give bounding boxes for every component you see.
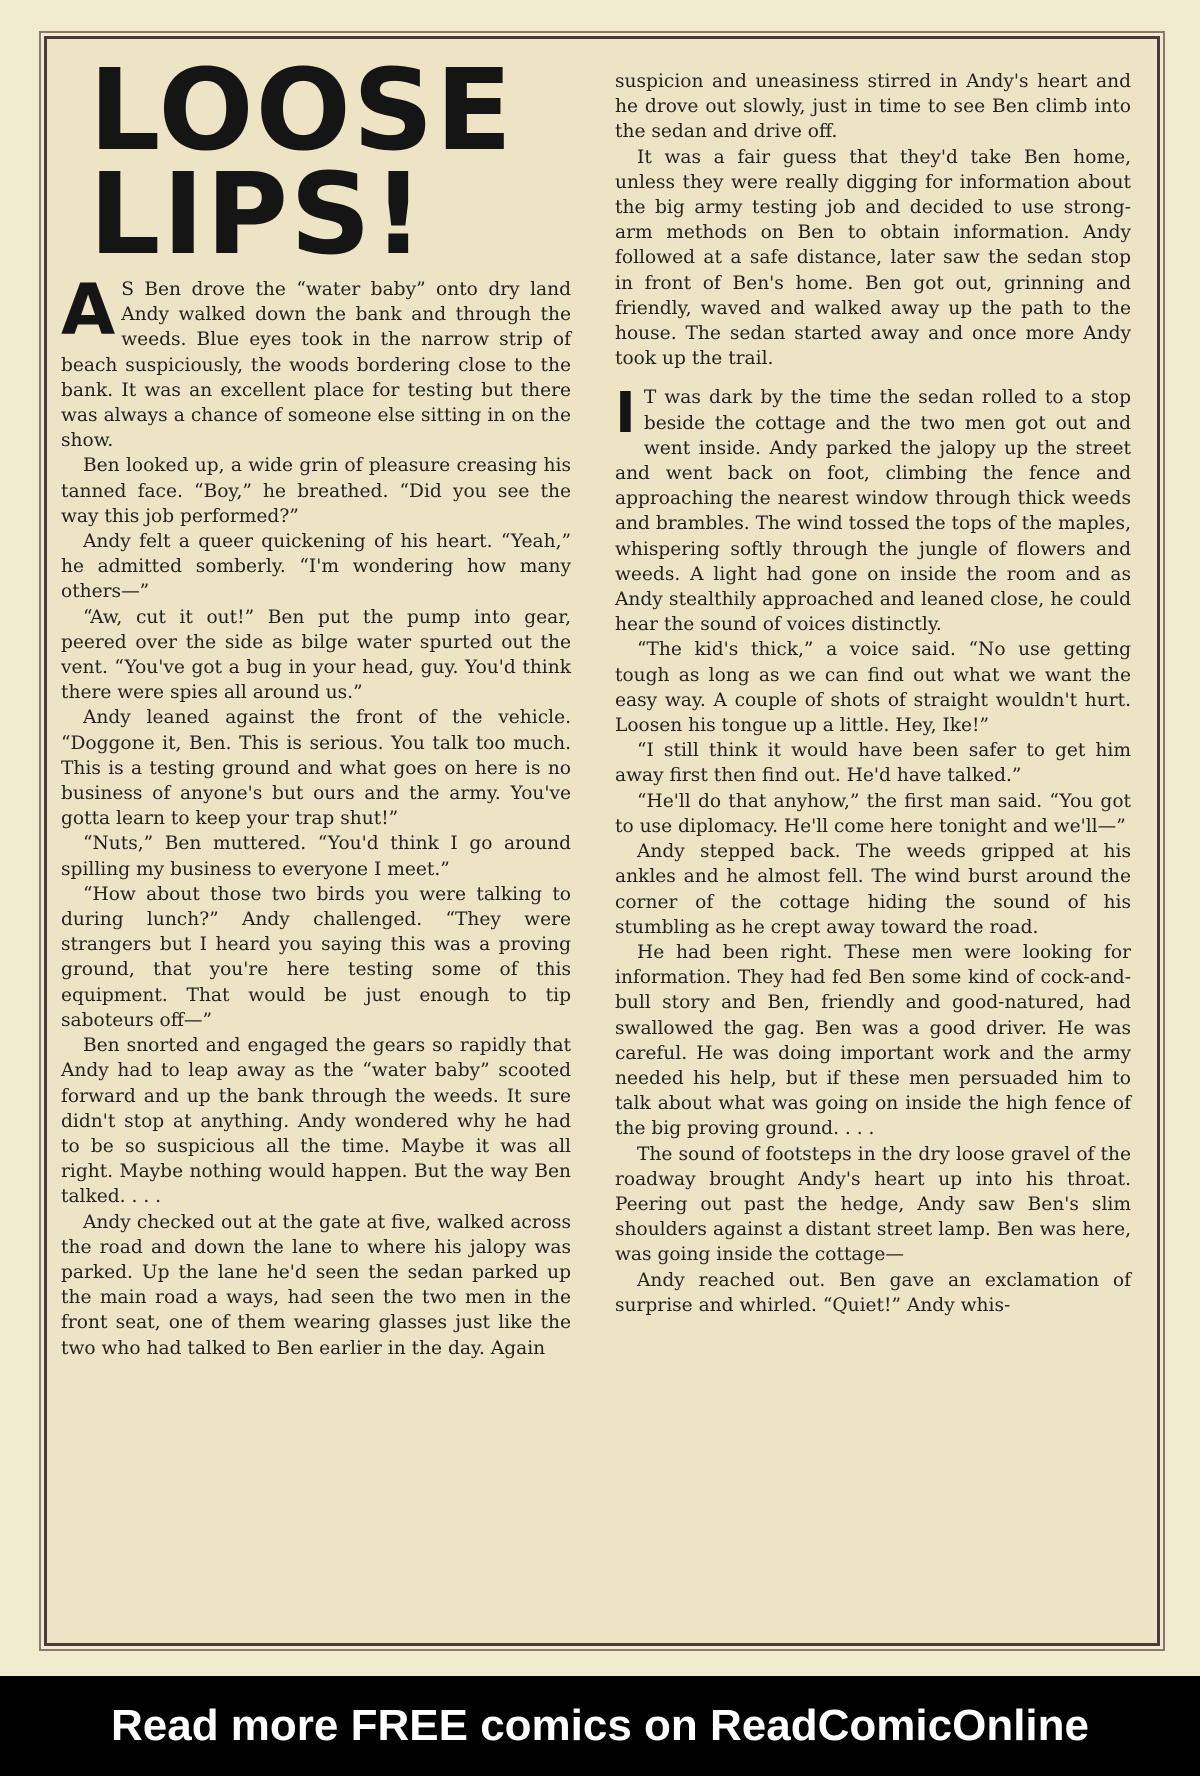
paragraph: It was a fair guess that they'd take Ben home, unless they were really digging for information about the big army testing job and decided to use strong-arm methods on Ben to obtain information. Andy followed at a safe distance, later saw the sedan stop in front of Ben's home. Ben got out, grinning and friendly, waved and walked away up the path to the house. The sedan started away and once more Andy took up the trail. xyxy=(615,146,1131,370)
paragraph: “The kid's thick,” a voice said. “No use getting tough as long as we can find out what we want the easy way. A couple of shots of straight wouldn't hurt. Loosen his tongue up a little. Hey, Ike!” xyxy=(615,639,1131,737)
drop-cap: A xyxy=(61,269,116,351)
paragraph: suspicion and uneasiness stirred in Andy's heart and he drove out slowly, just in time to see Ben climb into the sedan and drive off. xyxy=(615,71,1131,143)
title-line-2: LIPS! xyxy=(89,150,426,280)
paragraph: Andy reached out. Ben gave an exclamation of surprise and whirled. “Quiet!” Andy whis- xyxy=(615,1269,1131,1316)
paragraph: Andy felt a queer quickening of his heart. “Yeah,” he admitted somberly. “I'm wondering how many others—” xyxy=(61,531,571,603)
paragraph: “How about those two birds you were talking to during lunch?” Andy challenged. “They were strangers but I heard you saying this was a proving ground, that you're here testing some of this equipment. That would be just enough to tip saboteurs off—” xyxy=(61,883,571,1031)
paragraph: Andy stepped back. The weeds gripped at his ankles and he almost fell. The wind burst around the corner of the cottage hiding the sound of his stumbling as he crept away toward the road. xyxy=(615,841,1131,938)
left-column xyxy=(61,39,571,1361)
paragraph: The sound of footsteps in the dry loose gravel of the roadway brought Andy's heart up into his throat. Peering out past the hedge, Andy saw Ben's slim shoulders against a distant street lamp. Ben was here, was going inside the cottage— xyxy=(615,1143,1131,1266)
paragraph: Ben snorted and engaged the gears so rapidly that Andy had to leap away as the “water baby” scooted forward and up the bank through the weeds. It sure didn't stop at anything. Andy wondered why he had to be so suspicious all the time. Maybe it was all right. Maybe nothing would happen. But the way Ben talked. . . . xyxy=(61,1035,571,1208)
paragraph: Andy checked out at the gate at five, walked across the road and down the lane to where his jalopy was parked. Up the lane he'd seen the sedan parked up the main road a ways, had seen the two men in the front seat, one of them wearing glasses just like the two who had talked to Ben earlier in the day. Again xyxy=(61,1211,571,1359)
paragraph: “Aw, cut it out!” Ben put the pump into gear, peered over the side as bilge water spurted out the vent. “You've got a bug in your head, guy. You'd think there were spies all around us.” xyxy=(61,606,571,704)
paragraph: Ben looked up, a wide grin of pleasure creasing his tanned face. “Boy,” he breathed. “Did you see the way this job performed?” xyxy=(61,455,571,527)
paragraph: “Nuts,” Ben muttered. “You'd think I go around spilling my business to everyone I meet.” xyxy=(61,833,571,880)
paragraph: He had been right. These men were looking for information. They had fed Ben some kind of cock-and-bull story and Ben, friendly and good-natured, had swallowed the gag. Ben was a good driver. He was careful. He was doing important work and the army needed his help, but if these men persuaded him to talk about what was going on inside the high fence of the big proving ground. . . . xyxy=(615,941,1131,1140)
story-title xyxy=(61,39,571,280)
paragraph: “He'll do that anyhow,” the first man said. “You got to use diplomacy. He'll come here tonight and we'll—” xyxy=(615,790,1131,837)
paragraph: Andy leaned against the front of the vehicle. “Doggone it, Ben. This is serious. You talk too much. This is a testing ground and what goes on here is no business of anyone's but ours and the army. You've gotta learn to keep your trap shut!” xyxy=(61,707,571,830)
paragraph: A S Ben drove the “water baby” onto dry land Andy walked down the bank and through the weeds. Blue eyes took in the narrow strip of beach suspiciously, the woods bordering close to the bank. It was an excellent place for testing but there was always a chance of someone else sitting in on the show. xyxy=(61,269,571,452)
story-frame xyxy=(44,36,1160,1646)
right-column xyxy=(615,69,1131,1318)
drop-cap: I xyxy=(615,381,636,447)
paragraph: I T was dark by the time the sedan rolled to a stop beside the cottage and the two men got out and went inside. Andy parked the jalopy up the street and went back on foot, climbing the fence and approaching the nearest window through thick weeds and brambles. The wind tossed the tops of the maples, whispering softly through the jungle of flowers and weeds. A light had gone on inside the room and as Andy stealthily approached and leaned close, he could hear the sound of voices distinctly. xyxy=(615,381,1131,636)
promo-banner: Read more FREE comics on ReadComicOnline xyxy=(0,1676,1200,1776)
title-line-1: LOOSE xyxy=(89,46,514,176)
paragraph: “I still think it would have been safer to get him away first then find out. He'd have talked.” xyxy=(615,740,1131,787)
